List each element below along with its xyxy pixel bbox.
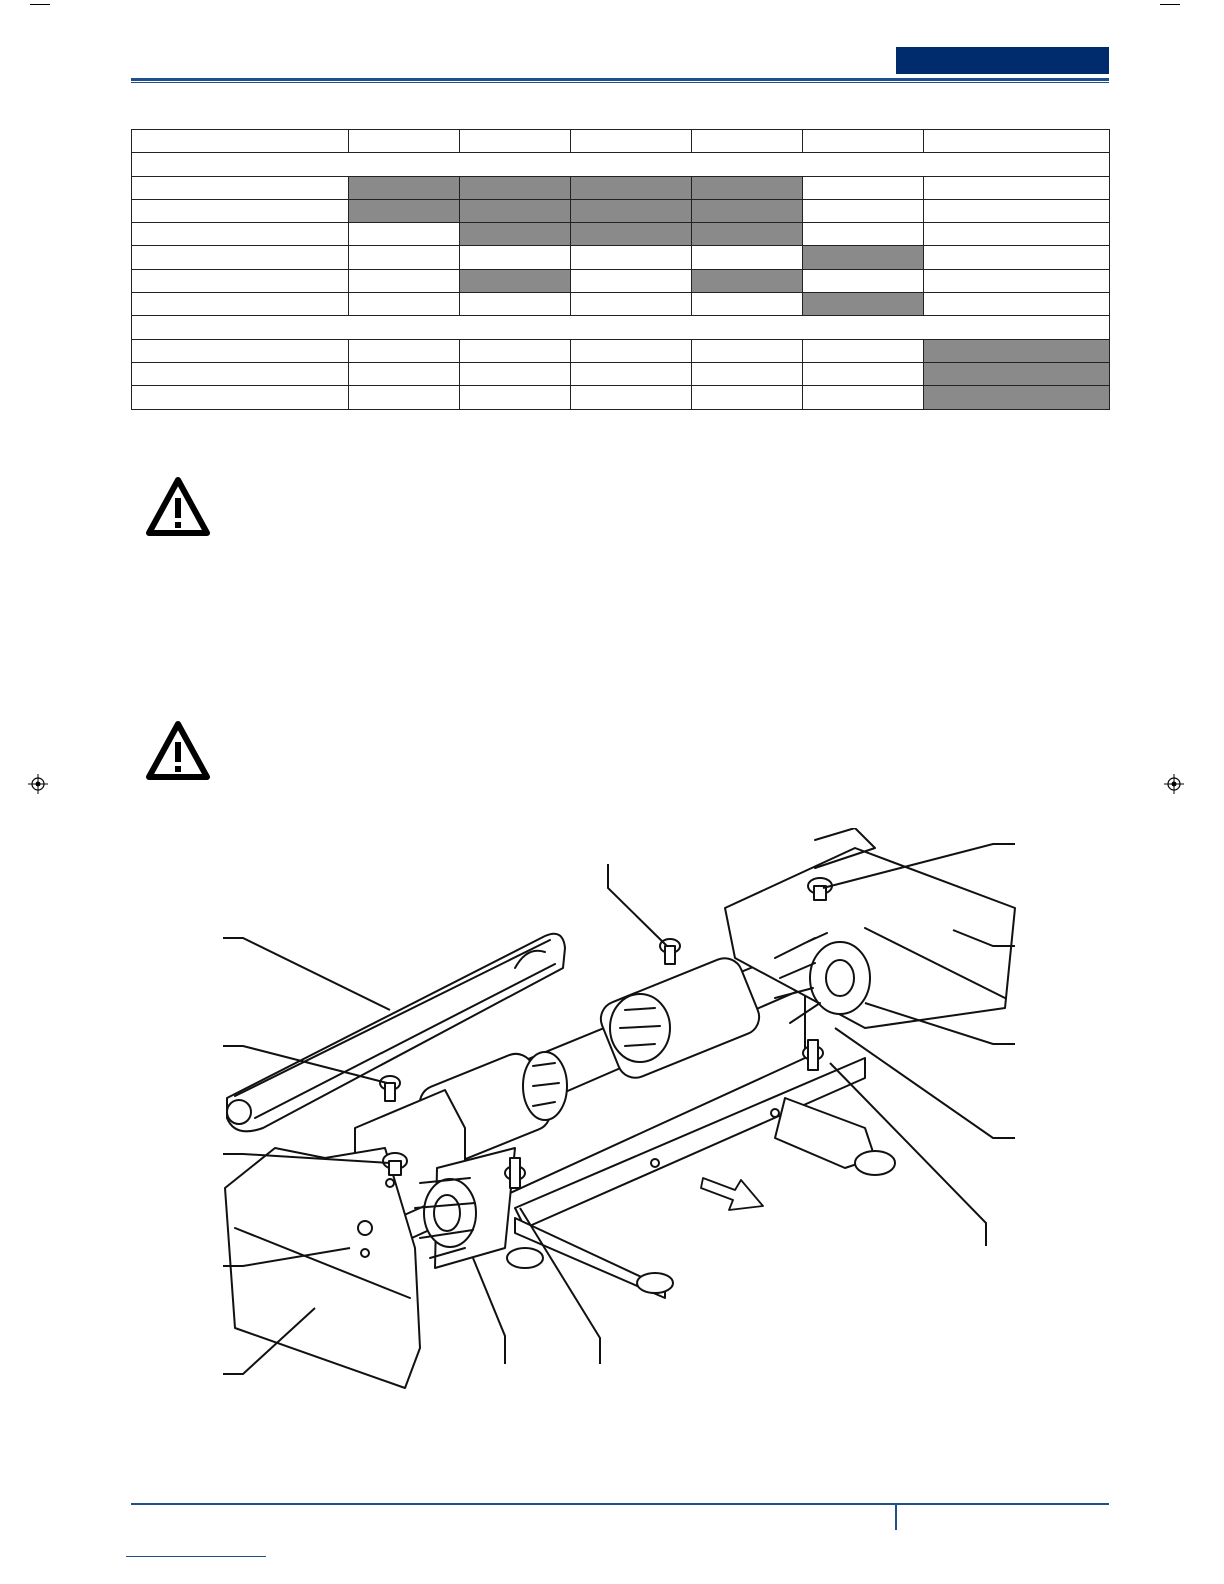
table-cell [132, 199, 349, 222]
table-cell [571, 130, 692, 153]
table-cell [132, 176, 349, 199]
table-cell [460, 293, 571, 316]
table-cell [692, 269, 803, 292]
table-cell [460, 176, 571, 199]
footer-divider [895, 1504, 897, 1530]
table-cell [924, 130, 1110, 153]
table-cell [460, 362, 571, 385]
table-cell [460, 199, 571, 222]
arrow-icon [701, 1178, 763, 1210]
table-cell [692, 386, 803, 409]
table-cell [803, 386, 924, 409]
table-section-row [132, 153, 1110, 176]
warning-triangle-icon [145, 720, 211, 782]
table-cell [803, 176, 924, 199]
table-cell [571, 199, 692, 222]
table-cell [132, 386, 349, 409]
table-cell [692, 362, 803, 385]
table-cell [924, 199, 1110, 222]
table-cell [132, 223, 349, 246]
table-row [132, 293, 1110, 316]
table-row [132, 199, 1110, 222]
footer-rule [131, 1503, 1109, 1505]
table-cell [692, 176, 803, 199]
specification-table [131, 129, 1110, 410]
section-tab [896, 47, 1109, 74]
table-cell [132, 293, 349, 316]
table-section-cell [132, 153, 1110, 176]
warning-triangle-icon [145, 476, 211, 538]
table-cell [924, 176, 1110, 199]
table-cell [460, 269, 571, 292]
front-side-plate [225, 1148, 420, 1388]
table-cell [692, 199, 803, 222]
table-cell [460, 130, 571, 153]
table-cell [571, 362, 692, 385]
table-cell [349, 386, 460, 409]
crop-mark [1160, 4, 1180, 5]
table-row [132, 362, 1110, 385]
table-cell [571, 339, 692, 362]
table-cell [803, 223, 924, 246]
table-cell [692, 339, 803, 362]
table-cell [924, 223, 1110, 246]
table-cell [803, 246, 924, 269]
table-cell [349, 199, 460, 222]
table-cell [692, 246, 803, 269]
table-cell [571, 269, 692, 292]
table-cell [803, 269, 924, 292]
table-cell [132, 269, 349, 292]
table-cell [924, 362, 1110, 385]
table-cell [803, 293, 924, 316]
table-header-row [132, 130, 1110, 153]
brush-deck-assembly-drawing [215, 828, 1025, 1396]
table-cell [349, 223, 460, 246]
table-cell [571, 223, 692, 246]
table-cell [803, 199, 924, 222]
table-row [132, 269, 1110, 292]
table-cell [692, 223, 803, 246]
registration-mark-icon [1164, 774, 1184, 794]
registration-mark-icon [28, 774, 48, 794]
table-cell [460, 246, 571, 269]
table-cell [692, 130, 803, 153]
footer-underline [126, 1556, 266, 1557]
table-cell [132, 339, 349, 362]
table-row [132, 339, 1110, 362]
table-cell [571, 176, 692, 199]
crop-mark [30, 4, 50, 5]
table-row [132, 246, 1110, 269]
table-row [132, 176, 1110, 199]
table-row [132, 386, 1110, 409]
table-cell [349, 362, 460, 385]
table-cell [349, 269, 460, 292]
table-cell [924, 386, 1110, 409]
table-cell [803, 130, 924, 153]
table-cell [803, 362, 924, 385]
table-cell [692, 293, 803, 316]
table-cell [349, 130, 460, 153]
header-rule [131, 78, 1109, 81]
table-cell [571, 246, 692, 269]
table-section-cell [132, 316, 1110, 339]
table-cell [132, 362, 349, 385]
table-cell [924, 339, 1110, 362]
table-cell [803, 339, 924, 362]
table-cell [349, 293, 460, 316]
table-cell [460, 386, 571, 409]
table-section-row [132, 316, 1110, 339]
header-rule-thin [131, 82, 1109, 83]
table-cell [460, 339, 571, 362]
table-cell [571, 386, 692, 409]
table-cell [924, 293, 1110, 316]
table-cell [349, 339, 460, 362]
table-cell [132, 246, 349, 269]
table-cell [349, 176, 460, 199]
table-cell [924, 269, 1110, 292]
table-cell [924, 246, 1110, 269]
table-row [132, 223, 1110, 246]
table-cell [349, 246, 460, 269]
table-cell [460, 223, 571, 246]
table-cell [132, 130, 349, 153]
table-cell [571, 293, 692, 316]
